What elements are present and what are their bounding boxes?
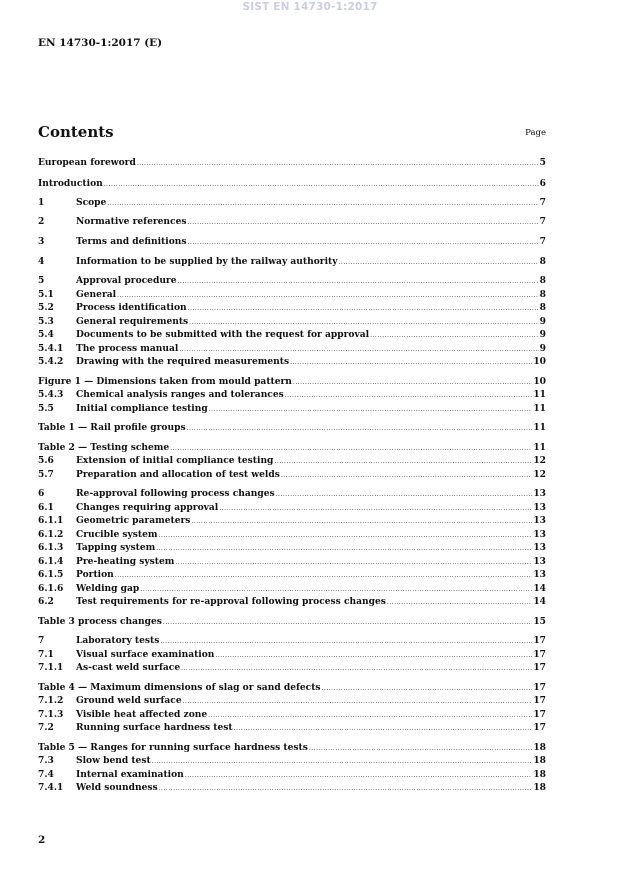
toc-entry-title: As-cast weld surface <box>76 662 181 673</box>
toc-entry[interactable] <box>38 616 546 628</box>
toc-entry[interactable] <box>38 216 546 228</box>
toc-entry-title: Table 2 — Testing scheme <box>38 442 170 453</box>
toc-entry-number: 4 <box>38 256 45 267</box>
toc-entry-page: 13 <box>533 542 546 553</box>
toc-entry-page: 12 <box>533 469 546 480</box>
toc-entry-number: 7.4 <box>38 769 54 780</box>
toc-entry[interactable] <box>38 469 546 481</box>
toc-entry[interactable] <box>38 422 546 434</box>
toc-entry-number: 6.1.2 <box>38 529 64 540</box>
page-column-label: Page <box>525 128 546 138</box>
toc-dot-leader <box>187 217 538 229</box>
toc-dot-leader <box>274 456 532 468</box>
toc-entry-page: 10 <box>533 376 546 387</box>
toc-entry-page: 11 <box>533 403 546 414</box>
toc-entry[interactable] <box>38 236 546 248</box>
toc-entry-title: Terms and definitions <box>76 236 187 247</box>
toc-entry-title: Tapping system <box>76 542 156 553</box>
toc-dot-leader <box>234 723 533 735</box>
toc-entry-page: 12 <box>533 455 546 466</box>
toc-entry-title: Table 1 — Rail profile groups <box>38 422 186 433</box>
toc-entry[interactable] <box>38 343 546 355</box>
toc-entry[interactable] <box>38 709 546 721</box>
toc-entry-page: 8 <box>539 256 546 267</box>
toc-entry[interactable] <box>38 755 546 767</box>
toc-dot-leader <box>322 683 533 695</box>
toc-entry-page: 8 <box>539 302 546 313</box>
toc-dot-leader <box>293 377 532 389</box>
toc-entry-title: Re-approval following process changes <box>76 488 275 499</box>
toc-entry-page: 9 <box>539 329 546 340</box>
toc-dot-leader <box>339 257 539 269</box>
toc-entry[interactable] <box>38 256 546 268</box>
toc-entry-title: Table 3 process changes <box>38 616 162 627</box>
toc-entry-title: European foreword <box>38 157 136 168</box>
toc-entry-title: Geometric parameters <box>76 515 191 526</box>
toc-entry[interactable] <box>38 289 546 301</box>
toc-entry-number: 5.1 <box>38 289 54 300</box>
toc-entry-page: 14 <box>533 596 546 607</box>
toc-dot-leader <box>309 743 532 755</box>
toc-entry-number: 5.6 <box>38 455 54 466</box>
toc-entry[interactable] <box>38 316 546 328</box>
toc-dot-leader <box>170 443 532 455</box>
toc-entry-number: 5.2 <box>38 302 54 313</box>
toc-entry-title: Portion <box>76 569 114 580</box>
toc-entry-number: 5.7 <box>38 469 54 480</box>
toc-dot-leader <box>370 330 539 342</box>
toc-entry-page: 7 <box>539 216 546 227</box>
toc-dot-leader <box>191 516 532 528</box>
toc-entry[interactable] <box>38 442 546 454</box>
toc-dot-leader <box>178 276 539 288</box>
toc-entry[interactable] <box>38 583 546 595</box>
toc-entry[interactable] <box>38 635 546 647</box>
toc-entry-page: 11 <box>533 442 546 453</box>
toc-entry[interactable] <box>38 742 546 754</box>
toc-entry-page: 18 <box>533 742 546 753</box>
toc-entry-title: Table 5 — Ranges for running surface hardness tests <box>38 742 308 753</box>
toc-entry[interactable] <box>38 389 546 401</box>
toc-entry-page: 7 <box>539 197 546 208</box>
toc-entry-page: 13 <box>533 556 546 567</box>
toc-entry-title: Scope <box>76 197 107 208</box>
toc-entry-page: 10 <box>533 356 546 367</box>
toc-entry-number: 7.1.2 <box>38 695 64 706</box>
toc-dot-leader <box>188 237 539 249</box>
toc-dot-leader <box>387 597 532 609</box>
toc-entry-page: 5 <box>539 157 546 168</box>
toc-entry[interactable] <box>38 157 546 169</box>
toc-entry[interactable] <box>38 356 546 368</box>
toc-entry-title: Weld soundness <box>76 782 158 793</box>
toc-entry-page: 17 <box>533 662 546 673</box>
toc-dot-leader <box>181 663 532 675</box>
toc-entry-title: Visible heat affected zone <box>76 709 208 720</box>
toc-entry-number: 6.1.3 <box>38 542 64 553</box>
toc-entry[interactable] <box>38 515 546 527</box>
toc-entry-page: 8 <box>539 289 546 300</box>
toc-entry-page: 13 <box>533 569 546 580</box>
toc-entry[interactable] <box>38 178 546 190</box>
document-id: EN 14730-1:2017 (E) <box>38 37 163 49</box>
toc-dot-leader <box>104 179 539 191</box>
toc-entry-page: 18 <box>533 769 546 780</box>
toc-entry[interactable] <box>38 403 546 415</box>
toc-entry-number: 3 <box>38 236 45 247</box>
toc-entry-number: 7.4.1 <box>38 782 64 793</box>
toc-dot-leader <box>189 317 539 329</box>
toc-dot-leader <box>185 770 533 782</box>
toc-entry[interactable] <box>38 662 546 674</box>
toc-entry-number: 5.4 <box>38 329 54 340</box>
toc-dot-leader <box>209 404 533 416</box>
toc-entry-page: 13 <box>533 515 546 526</box>
toc-entry[interactable] <box>38 455 546 467</box>
toc-entry-number: 1 <box>38 197 45 208</box>
toc-entry-page: 18 <box>533 755 546 766</box>
toc-entry-title: Process identification <box>76 302 187 313</box>
toc-entry-number: 7.2 <box>38 722 54 733</box>
toc-dot-leader <box>208 710 532 722</box>
toc-dot-leader <box>175 557 532 569</box>
toc-dot-leader <box>156 543 532 555</box>
toc-entry-page: 9 <box>539 316 546 327</box>
toc-entry-page: 17 <box>533 649 546 660</box>
toc-entry-number: 7 <box>38 635 45 646</box>
toc-entry-page: 11 <box>533 422 546 433</box>
toc-entry-number: 6.2 <box>38 596 54 607</box>
toc-entry-page: 15 <box>533 616 546 627</box>
toc-entry-title: Chemical analysis ranges and tolerances <box>76 389 284 400</box>
toc-entry-number: 5.3 <box>38 316 54 327</box>
toc-entry-page: 17 <box>533 635 546 646</box>
page-number: 2 <box>38 834 46 846</box>
toc-entry-number: 6.1.5 <box>38 569 64 580</box>
toc-entry-number: 6.1.4 <box>38 556 64 567</box>
toc-entry[interactable] <box>38 197 546 209</box>
toc-entry-title: Laboratory tests <box>76 635 160 646</box>
toc-entry-title: Visual surface examination <box>76 649 215 660</box>
toc-entry-number: 7.1.3 <box>38 709 64 720</box>
toc-entry-number: 6 <box>38 488 45 499</box>
toc-entry-title: Internal examination <box>76 769 184 780</box>
toc-entry[interactable] <box>38 488 546 500</box>
toc-entry[interactable] <box>38 695 546 707</box>
toc-dot-leader <box>159 530 533 542</box>
toc-entry-number: 5.4.1 <box>38 343 64 354</box>
toc-dot-leader <box>281 470 533 482</box>
toc-dot-leader <box>215 650 532 662</box>
toc-entry[interactable] <box>38 275 546 287</box>
toc-entry-title: Approval procedure <box>76 275 177 286</box>
toc-dot-leader <box>187 423 533 435</box>
toc-entry-title: General requirements <box>76 316 189 327</box>
toc-entry-title: Pre-heating system <box>76 556 175 567</box>
toc-entry[interactable] <box>38 596 546 608</box>
toc-entry[interactable] <box>38 769 546 781</box>
toc-entry-page: 13 <box>533 529 546 540</box>
toc-entry-page: 17 <box>533 709 546 720</box>
toc-entry-page: 8 <box>539 275 546 286</box>
watermark: SIST EN 14730-1:2017 <box>242 1 378 13</box>
toc-entry-number: 6.1.1 <box>38 515 64 526</box>
toc-entry-title: Crucible system <box>76 529 158 540</box>
toc-entry-title: Drawing with the required measurements <box>76 356 290 367</box>
toc-entry-title: Welding gap <box>76 583 140 594</box>
toc-entry[interactable] <box>38 649 546 661</box>
toc-dot-leader <box>188 303 539 315</box>
toc-entry-page: 14 <box>533 583 546 594</box>
toc-entry-title: Preparation and allocation of test welds <box>76 469 280 480</box>
contents-title: Contents <box>38 123 114 141</box>
toc-entry-title: Slow bend test <box>76 755 151 766</box>
toc-dot-leader <box>179 344 538 356</box>
toc-entry-page: 18 <box>533 782 546 793</box>
toc-entry-page: 13 <box>533 488 546 499</box>
toc-entry-title: Changes requiring approval <box>76 502 219 513</box>
toc-dot-leader <box>219 503 532 515</box>
toc-entry-number: 5 <box>38 275 45 286</box>
toc-entry-number: 2 <box>38 216 45 227</box>
toc-entry[interactable] <box>38 329 546 341</box>
toc-entry[interactable] <box>38 569 546 581</box>
toc-entry-title: Extension of initial compliance testing <box>76 455 274 466</box>
toc-entry-title: Test requirements for re-approval following process changes <box>76 596 386 607</box>
toc-entry-number: 5.4.3 <box>38 389 64 400</box>
toc-entry[interactable] <box>38 782 546 794</box>
toc-dot-leader <box>115 570 533 582</box>
toc-entry-number: 5.4.2 <box>38 356 64 367</box>
toc-entry[interactable] <box>38 529 546 541</box>
toc-entry-number: 7.1.1 <box>38 662 64 673</box>
toc-entry-title: Table 4 — Maximum dimensions of slag or sand defects <box>38 682 321 693</box>
toc-entry[interactable] <box>38 556 546 568</box>
toc-entry-page: 9 <box>539 343 546 354</box>
toc-dot-leader <box>152 756 533 768</box>
toc-entry-number: 6.1 <box>38 502 54 513</box>
toc-entry[interactable] <box>38 302 546 314</box>
toc-entry-title: General <box>76 289 117 300</box>
toc-entry-title: Ground weld surface <box>76 695 182 706</box>
toc-entry-title: Introduction <box>38 178 103 189</box>
toc-entry-title: Documents to be submitted with the request for approval <box>76 329 370 340</box>
toc-entry-title: Figure 1 — Dimensions taken from mould pattern <box>38 376 292 387</box>
toc-entry-page: 6 <box>539 178 546 189</box>
toc-entry-title: Information to be supplied by the railway authority <box>76 256 338 267</box>
toc-dot-leader <box>140 584 532 596</box>
toc-entry[interactable] <box>38 542 546 554</box>
toc-dot-leader <box>159 783 533 795</box>
toc-entry-page: 17 <box>533 682 546 693</box>
toc-entry-title: The process manual <box>76 343 179 354</box>
toc-entry-number: 7.1 <box>38 649 54 660</box>
toc-dot-leader <box>276 489 533 501</box>
toc-dot-leader <box>285 390 533 402</box>
toc-dot-leader <box>290 357 532 369</box>
toc-entry-page: 17 <box>533 695 546 706</box>
toc-entry-page: 11 <box>533 389 546 400</box>
toc-entry-title: Normative references <box>76 216 187 227</box>
toc-dot-leader <box>137 158 539 170</box>
toc-entry-page: 17 <box>533 722 546 733</box>
toc-entry[interactable] <box>38 722 546 734</box>
toc-entry-number: 6.1.6 <box>38 583 64 594</box>
toc-dot-leader <box>160 636 532 648</box>
toc-dot-leader <box>107 198 538 210</box>
toc-dot-leader <box>117 290 539 302</box>
toc-entry-page: 7 <box>539 236 546 247</box>
toc-dot-leader <box>163 617 532 629</box>
toc-entry[interactable] <box>38 376 546 388</box>
toc-entry-title: Running surface hardness test <box>76 722 233 733</box>
toc-entry-number: 7.3 <box>38 755 54 766</box>
toc-entry-number: 5.5 <box>38 403 54 414</box>
toc-entry[interactable] <box>38 682 546 694</box>
toc-entry-title: Initial compliance testing <box>76 403 208 414</box>
toc-entry[interactable] <box>38 502 546 514</box>
toc-dot-leader <box>183 696 533 708</box>
toc-entry-page: 13 <box>533 502 546 513</box>
